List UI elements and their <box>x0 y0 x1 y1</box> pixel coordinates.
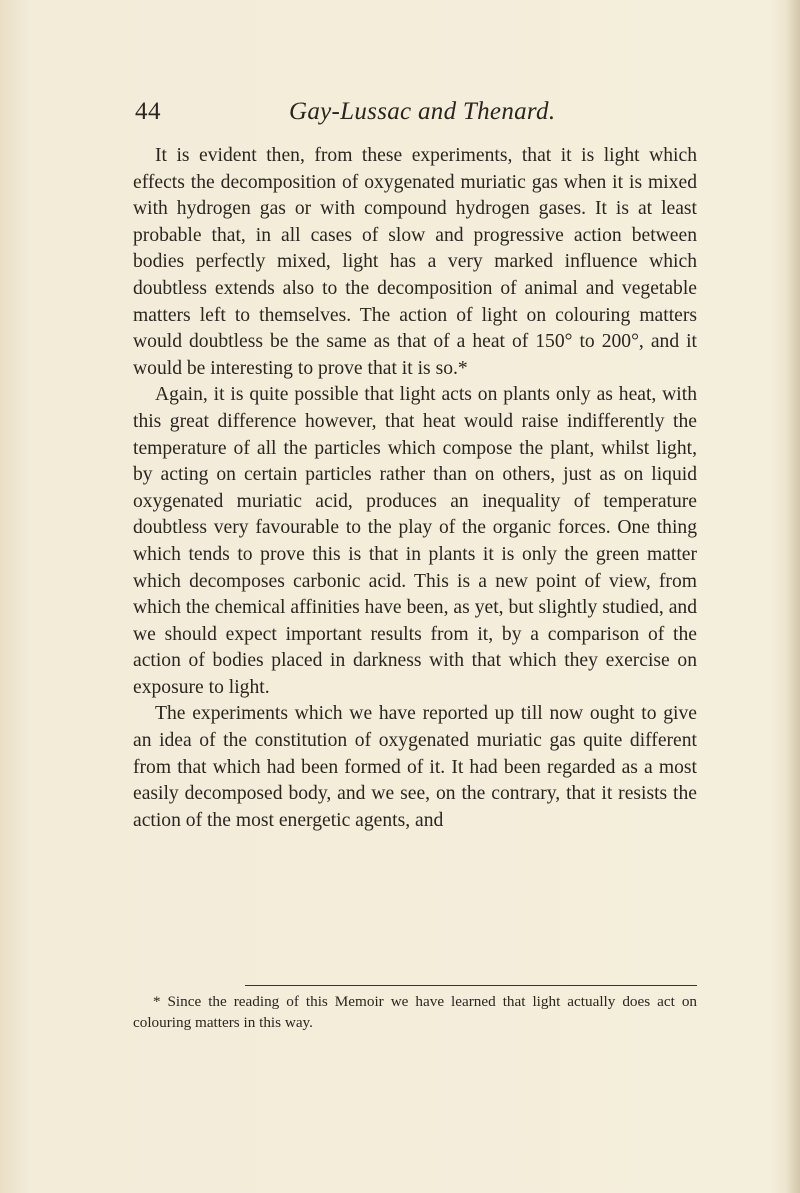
running-title: Gay-Lussac and Thenard. <box>289 98 556 125</box>
paragraph-2: Again, it is quite possible that light acts on plants only as heat, with this great difference however, that heat would raise indifferently the temperature of all the particles which compose the plant, whilst light, by acting on certain particles rather than on others, just as on liquid oxygenated muriatic acid, produces an inequality of temperature doubtless very favourable to the play of the organic forces. One thing which tends to prove this is that in plants it is only the green matter which decomposes carbonic acid. This is a new point of view, from which the chemical affinities have been, as yet, but slightly studied, and we should expect important results from it, by a comparison of the action of bodies placed in darkness with that which they exercise on exposure to light. <box>133 384 697 698</box>
paragraph-1: It is evident then, from these experiments, that it is light which effects the decomposition of oxygenated muriatic gas when it is mixed with hydrogen gas or with compound hydrogen gases. It is at least probable that, in all cases of slow and progressive action between bodies perfectly mixed, light has a very marked influence which doubtless extends also to the decomposition of animal and vegetable matters left to themselves. The action of light on colouring matters would doubtless be the same as that of a heat of 150° to 200°, and it would be interesting to prove that it is so.* <box>133 145 697 379</box>
paragraph-3: The experiments which we have reported up till now ought to give an idea of the constitution of oxygenated muriatic gas quite different from that which had been formed of it. It had been regarded as a most easily decomposed body, and we see, on the contrary, that it resists the action of the most energetic agents, and <box>133 703 697 831</box>
footnote-text: Since the reading of this Memoir we have learned that light actually does act on colouring matters in this way. <box>133 993 698 1031</box>
page-header <box>0 98 800 138</box>
page-number: 44 <box>135 98 161 125</box>
page-edge-shadow <box>786 0 800 1193</box>
footnote-marker: * <box>153 994 161 1010</box>
footnote-divider <box>245 985 697 986</box>
body-text <box>133 143 697 834</box>
footnote <box>133 992 697 1033</box>
